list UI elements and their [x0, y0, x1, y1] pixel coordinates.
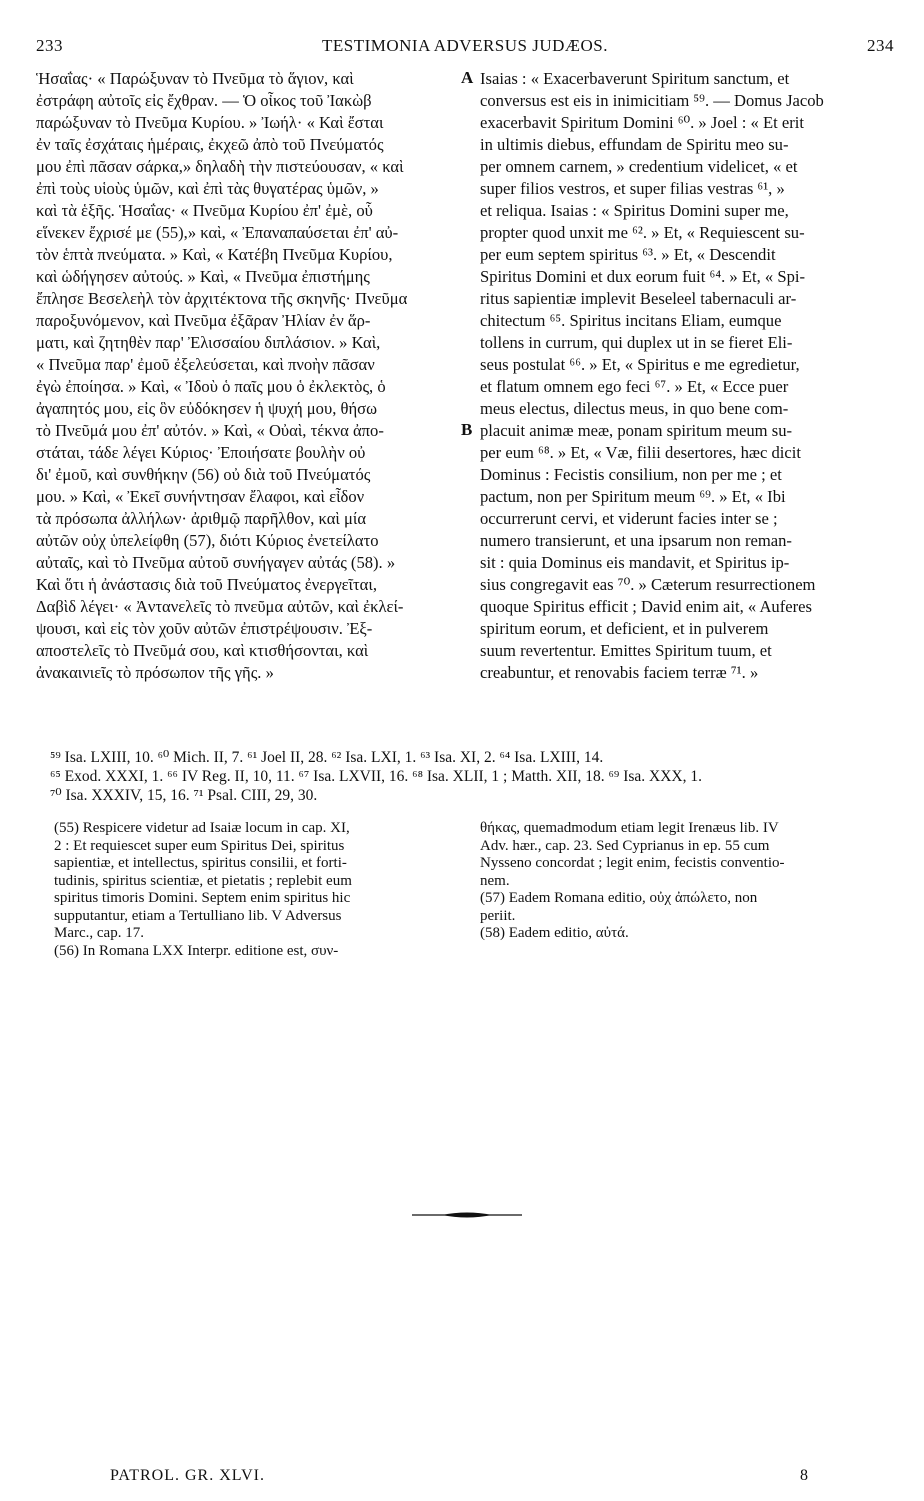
latin-text-line: placuit animæ meæ, ponam spiritum meum su-	[480, 421, 793, 440]
footer-signature: PATROL. GR. XLVI.	[110, 1467, 265, 1484]
latin-text-line: chitectum ⁶⁵. Spiritus incitans Eliam, eumque	[480, 311, 782, 330]
latin-text-line: quoque Spiritus efficit ; David enim ait, « Auferes	[480, 597, 812, 616]
latin-text-line: exacerbavit Spiritum Domini ⁶⁰. » Joel : « Et erit	[480, 113, 804, 132]
latin-text-line: meus electus, dilectus meus, in quo bene com-	[480, 399, 789, 418]
greek-text-line: Ἡσαΐας· « Παρώξυναν τὸ Πνεῦμα τὸ ἅγιον, καὶ	[36, 69, 354, 88]
greek-text-line: δι' ἐμοῦ, καὶ συνθήκην (56) οὐ διὰ τοῦ Πνεύματός	[36, 465, 371, 484]
footnote-line: Nysseno concordat ; legit enim, fecistis conventio-	[480, 855, 785, 871]
greek-text-line: ἐστράφη αὐτοῖς εἰς ἔχθραν. — Ὁ οἶκος τοῦ Ἰακὼβ	[36, 91, 372, 110]
latin-text-line: pactum, non per Spiritum meum ⁶⁹. » Et, « Ibi	[480, 487, 786, 506]
latin-text-line: ritus sapientiæ implevit Beseleel tabernaculi ar-	[480, 289, 797, 308]
latin-text-line: suum revertentur. Emittes Spiritum tuum, et	[480, 641, 772, 660]
page-title: TESTIMONIA ADVERSUS JUDÆOS.	[321, 36, 608, 55]
latin-text-line: occurrerunt cervi, et viderunt facies inter se ;	[480, 509, 778, 528]
scripture-references	[50, 748, 902, 805]
greek-text-line: στάται, τάδε λέγει Κύριος· Ἐποιήσατε βουλὴν οὐ	[36, 443, 366, 462]
footnote-line: 2 : Et requiescet super eum Spiritus Dei, spiritus	[54, 837, 345, 854]
footnote-line: periit.	[480, 907, 516, 924]
page-number-right: 234	[867, 36, 894, 55]
latin-text-line: Spiritus Domini et dux eorum fuit ⁶⁴. » Et, « Spi-	[480, 267, 805, 286]
scripture-reference-line: ⁵⁹ Isa. LXIII, 10. ⁶⁰ Mich. II, 7. ⁶¹ Joel II, 28. ⁶² Isa. LXI, 1. ⁶³ Isa. XI, 2. ⁶⁴ Isa. LXIII, 14.	[50, 749, 604, 766]
latin-text-line: propter quod unxit me ⁶². » Et, « Requiescent su-	[480, 223, 805, 242]
greek-text-line: καὶ τὰ ἑξῆς. Ἡσαΐας· « Πνεῦμα Κυρίου ἐπ' ἐμὲ, οὗ	[36, 201, 373, 220]
footnote-line: (55) Respicere videtur ad Isaiæ locum in cap. XI,	[54, 820, 350, 836]
greek-text-column	[36, 68, 456, 684]
footnote-line: tudinis, spiritus scientiæ, et pietatis ; replebit eum	[54, 872, 352, 889]
greek-text-line: παροξυνόμενον, καὶ Πνεῦμα ἐξᾶραν Ἠλίαν ἐν ἅρ-	[36, 311, 371, 330]
footnote-line: (57) Eadem Romana editio, οὐχ ἀπώλετο, non	[480, 890, 758, 906]
footnote-line: Adv. hær., cap. 23. Sed Cyprianus in ep. 55 cum	[480, 837, 770, 854]
greek-text-line: εἵνεκεν ἔχρισέ με (55),» καὶ, « Ἐπαναπαύσεται ἐπ' αὐ-	[36, 223, 399, 242]
greek-text-line: ἔπλησε Βεσελεὴλ τὸν ἀρχιτέκτονα τῆς σκηνῆς· Πνεῦμα	[36, 289, 408, 308]
latin-text-line: tollens in currum, qui duplex ut in se fieret Eli-	[480, 333, 793, 352]
scripture-reference-line: ⁶⁵ Exod. XXXI, 1. ⁶⁶ IV Reg. II, 10, 11. ⁶⁷ Isa. LXVII, 16. ⁶⁸ Isa. XLII, 1 ; Matth. XII, 18. ⁶⁹ Isa. XXX, 1.	[50, 768, 702, 785]
greek-text-line: τὸ Πνεῦμά μου ἐπ' αὐτόν. » Καὶ, « Οὐαὶ, τέκνα ἀπο-	[36, 421, 384, 440]
greek-text-line: ψουσι, καὶ εἰς τὸν χοῦν αὐτῶν ἐπιστρέψουσιν. Ἐξ-	[36, 619, 373, 638]
greek-text-line: τὸν ἑπτὰ πνεύματα. » Καὶ, « Κατέβη Πνεῦμα Κυρίου,	[36, 245, 393, 264]
latin-text-line: Isaias : « Exacerbaverunt Spiritum sanctum, et	[480, 69, 790, 88]
greek-text-line: μου. » Καὶ, « Ἐκεῖ συνήντησαν ἔλαφοι, καὶ εἶδον	[36, 487, 365, 506]
greek-text-line: μου ἐπὶ πᾶσαν σάρκα,» δηλαδὴ τὴν πιστεύουσαν, « καὶ	[36, 157, 404, 176]
footnote-line: nem.	[480, 872, 510, 889]
greek-text-line: ἀνακαινιεῖς τὸ πρόσωπον τῆς γῆς. »	[36, 663, 274, 682]
margin-letter-b: B	[461, 420, 473, 439]
footer-sheet-number: 8	[800, 1467, 808, 1484]
latin-text-line: spiritum eorum, et deficient, et in pulverem	[480, 619, 769, 638]
greek-text-line: καὶ ὡδήγησεν αὐτούς. » Καὶ, « Πνεῦμα ἐπιστήμης	[36, 267, 370, 286]
latin-text-line: per omnem carnem, » credentium videlicet, « et	[480, 157, 798, 176]
greek-text-line: ἀγαπητός μου, εἰς ὃν εὐδόκησεν ἡ ψυχή μου, θήσω	[36, 399, 377, 418]
latin-text-line: et reliqua. Isaias : « Spiritus Domini super me,	[480, 201, 789, 220]
greek-text-line: παρώξυναν τὸ Πνεῦμα Κυρίου. » Ἰωήλ· « Καὶ ἔσται	[36, 113, 384, 132]
footnotes-right-column	[480, 820, 890, 943]
greek-text-line: αποστελεῖς τὸ Πνεῦμά σου, καὶ κτισθήσονται, καὶ	[36, 641, 369, 660]
latin-text-line: sit : quia Dominus eis mandavit, et Spiritus ip-	[480, 553, 790, 572]
footnotes-left-column	[54, 820, 454, 960]
page-number-left: 233	[36, 36, 63, 55]
latin-text-column	[480, 68, 894, 684]
greek-text-line: ἐν ταῖς ἐσχάταις ἡμέραις, ἐκχεῶ ἀπὸ τοῦ Πνεύματός	[36, 135, 384, 154]
scripture-reference-line: ⁷⁰ Isa. XXXIV, 15, 16. ⁷¹ Psal. CIII, 29, 30.	[50, 787, 318, 804]
latin-text-line: in ultimis diebus, effundam de Spiritu meo su-	[480, 135, 789, 154]
margin-letter-a: A	[461, 68, 474, 87]
latin-text-line: et flatum omnem ego feci ⁶⁷. » Et, « Ecce puer	[480, 377, 789, 396]
latin-text-line: per eum septem spiritus ⁶³. » Et, « Descendit	[480, 245, 776, 264]
latin-text-line: Dominus : Fecistis consilium, non per me ; et	[480, 465, 782, 484]
latin-text-line: seus postulat ⁶⁶. » Et, « Spiritus e me egredietur,	[480, 355, 800, 374]
greek-text-line: Δαβὶδ λέγει· « Ἀντανελεῖς τὸ πνεῦμα αὐτῶν, καὶ ἐκλεί-	[36, 597, 404, 616]
greek-text-line: τὰ πρόσωπα ἀλλήλων· ἀριθμῷ παρῆλθον, καὶ μία	[36, 509, 367, 528]
greek-text-line: αὐταῖς, καὶ τὸ Πνεῦμα αὐτοῦ συνήγαγεν αὐτάς (58). »	[36, 553, 396, 572]
footnote-line: sapientiæ, et intellectus, spiritus consilii, et forti-	[54, 855, 347, 871]
greek-text-line: ἐπὶ τοὺς υἱοὺς ὑμῶν, καὶ ἐπὶ τὰς θυγατέρας ὑμῶν, »	[36, 179, 379, 198]
footnote-line: spiritus timoris Domini. Septem enim spiritus hic	[54, 890, 351, 906]
greek-text-line: αὐτῶν οὐχ ὑπελείφθη (57), διότι Κύριος ἐνετείλατο	[36, 531, 379, 550]
latin-text-line: numero transierunt, et una ipsarum non reman-	[480, 531, 792, 550]
running-header	[36, 36, 894, 60]
latin-text-line: conversus est eis in inimicitiam ⁵⁹. — Domus Jacob	[480, 91, 824, 110]
greek-text-line: ἐγὼ ἐποίησα. » Καὶ, « Ἰδοὺ ὁ παῖς μου ὁ ἐκλεκτὸς, ὁ	[36, 377, 386, 396]
footnote-line: (56) In Romana LXX Interpr. editione est, συν-	[54, 942, 339, 959]
latin-text-line: super filios vestros, et super filias vestras ⁶¹, »	[480, 179, 785, 198]
footnote-line: (58) Eadem editio, αὐτά.	[480, 925, 629, 941]
footnote-line: θήκας, quemadmodum etiam legit Irenæus lib. IV	[480, 820, 779, 836]
latin-text-line: per eum ⁶⁸. » Et, « Væ, filii desertores, hæc dicit	[480, 443, 801, 462]
footnote-line: supputantur, etiam a Tertulliano lib. V Adversus	[54, 907, 342, 924]
footnote-line: Marc., cap. 17.	[54, 925, 144, 941]
greek-text-line: « Πνεῦμα παρ' ἐμοῦ ἐξελεύσεται, καὶ πνοὴν πᾶσαν	[36, 355, 375, 374]
latin-text-line: creabuntur, et renovabis faciem terræ ⁷¹. »	[480, 663, 759, 682]
latin-text-line: sius congregavit eas ⁷⁰. » Cæterum resurrectionem	[480, 575, 816, 594]
greek-text-line: Καὶ ὅτι ἡ ἀνάστασις διὰ τοῦ Πνεύματος ἐνεργεῖται,	[36, 575, 377, 594]
ornamental-rule	[412, 1211, 522, 1219]
greek-text-line: ματι, καὶ ζητηθὲν παρ' Ἐλισσαίου διπλάσιον. » Καὶ,	[36, 333, 381, 352]
